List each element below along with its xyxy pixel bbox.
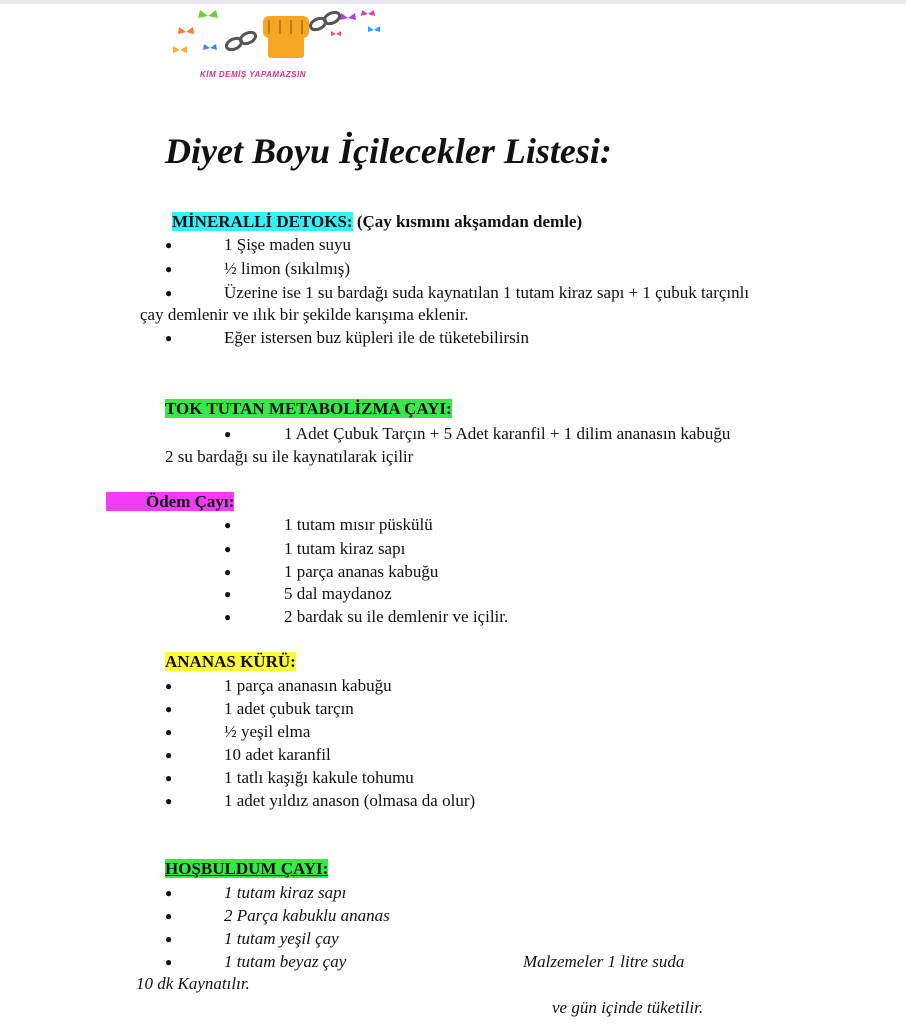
heading-text: MİNERALLİ DETOKS: <box>172 212 353 231</box>
bullet: ● <box>165 955 173 969</box>
bullet: ● <box>165 932 173 946</box>
bullet: ● <box>224 587 232 601</box>
list-item-continuation: 2 su bardağı su ile kaynatılarak içilir <box>165 447 414 466</box>
section-ananas-kuru-heading <box>165 651 296 673</box>
section-hosbuldum-cayi-heading <box>165 858 328 880</box>
list-item: 1 tutam yeşil çay <box>224 929 339 948</box>
list-item: 1 tatlı kaşığı kakule tohumu <box>224 768 414 787</box>
list-item: 1 Şişe maden suyu <box>224 235 352 254</box>
list-item: 1 Adet Çubuk Tarçın + 5 Adet karanfil + 1 dilim ananasın kabuğu <box>284 424 731 443</box>
bullet: ● <box>224 542 232 556</box>
bullet: ● <box>165 679 173 693</box>
list-item: 1 parça ananas kabuğu <box>284 562 439 581</box>
heading-text: HOŞBULDUM ÇAYI: <box>165 859 329 878</box>
bullet: ● <box>165 794 173 808</box>
list-item: 1 tutam mısır püskülü <box>284 515 433 534</box>
bullet: ● <box>165 702 173 716</box>
bullet: ● <box>224 518 232 532</box>
list-item-continuation: çay demlenir ve ılık bir şekilde karışıma eklenir. <box>140 305 469 324</box>
bullet: ● <box>165 886 173 900</box>
top-border <box>0 0 906 4</box>
list-item: ½ limon (sıkılmış) <box>224 259 351 278</box>
bullet: ● <box>165 725 173 739</box>
page-title: Diyet Boyu İçilecekler Listesi: <box>165 131 612 171</box>
bullet: ● <box>224 427 232 441</box>
heading-text: ANANAS KÜRÜ: <box>165 652 296 671</box>
list-item: 1 adet çubuk tarçın <box>224 699 354 718</box>
list-item: 10 adet karanfil <box>224 745 331 764</box>
closing-note: ve gün içinde tüketilir. <box>552 998 704 1017</box>
heading-text: TOK TUTAN METABOLİZMA ÇAYI: <box>165 399 452 418</box>
list-item: 1 tutam beyaz çay <box>224 952 347 971</box>
list-item: 2 bardak su ile demlenir ve içilir. <box>284 607 509 626</box>
list-item: 1 parça ananasın kabuğu <box>224 676 392 695</box>
list-item: Eğer istersen buz küpleri ile de tüketebilirsin <box>224 328 529 347</box>
bullet: ● <box>224 565 232 579</box>
bullet: ● <box>165 238 173 252</box>
bullet: ● <box>224 610 232 624</box>
bullet: ● <box>165 909 173 923</box>
bullet: ● <box>165 748 173 762</box>
bullet: ● <box>165 331 173 345</box>
heading-text: Ödem Çayı: <box>106 492 234 511</box>
bullet: ● <box>165 262 173 276</box>
side-note: Malzemeler 1 litre suda <box>523 952 685 971</box>
bullet: ● <box>165 771 173 785</box>
list-item-continuation: 10 dk Kaynatılır. <box>136 974 250 993</box>
fist-icon <box>263 16 309 58</box>
section-odem-cayi-heading <box>106 491 234 513</box>
list-item: 5 dal maydanoz <box>284 584 392 603</box>
bullet: ● <box>165 286 173 300</box>
list-item: Üzerine ise 1 su bardağı suda kaynatılan 1 tutam kiraz sapı + 1 çubuk tarçınlı <box>224 283 750 302</box>
section-tok-tutan-heading <box>165 398 452 420</box>
list-item: 1 adet yıldız anason (olmasa da olur) <box>224 791 476 810</box>
list-item: 2 Parça kabuklu ananas <box>224 906 390 925</box>
list-item: 1 tutam kiraz sapı <box>224 883 347 902</box>
section-minerally-detoks-heading <box>172 211 582 233</box>
list-item: ½ yeşil elma <box>224 722 311 741</box>
heading-note: (Çay kısmını akşamdan demle) <box>352 212 583 231</box>
logo-text: KİM DEMİŞ YAPAMAZSIN <box>200 70 307 79</box>
list-item: 1 tutam kiraz sapı <box>284 539 406 558</box>
